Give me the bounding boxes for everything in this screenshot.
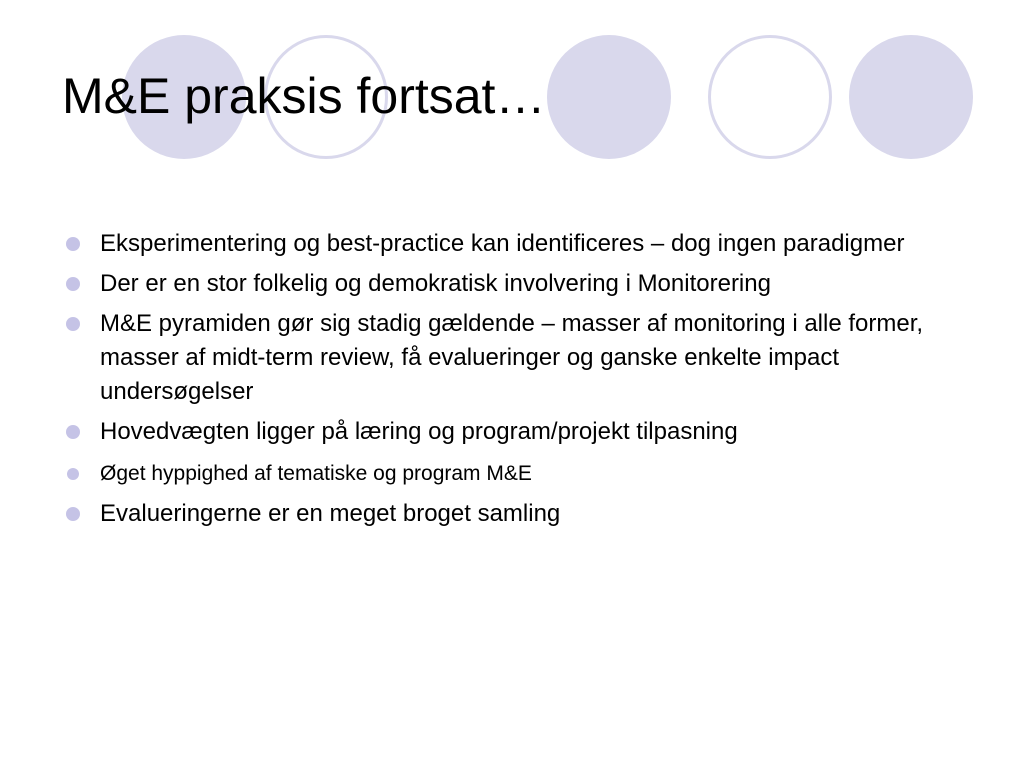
bullet-list xyxy=(64,227,954,537)
bullet-icon xyxy=(66,277,80,291)
decorative-filled-circle xyxy=(849,35,973,159)
bullet-text: Hovedvægten ligger på læring og program/projekt tilpasning xyxy=(100,418,738,445)
bullet-text: Eksperimentering og best-practice kan identificeres – dog ingen paradigmer xyxy=(100,230,905,257)
bullet-item xyxy=(64,227,954,261)
bullet-text: Der er en stor folkelig og demokratisk involvering i Monitorering xyxy=(100,270,771,297)
bullet-text: M&E pyramiden gør sig stadig gældende – masser af monitoring i alle former, masser af midt-term review, få evalueringer og ganske enkelte impact undersøgelser xyxy=(100,310,924,405)
bullet-item xyxy=(64,267,954,301)
bullet-item xyxy=(64,415,954,449)
decorative-ring-circle xyxy=(708,35,832,159)
slide-title: M&E praksis fortsat… xyxy=(62,68,546,124)
bullet-item xyxy=(64,457,954,491)
bullet-icon xyxy=(66,507,80,521)
bullet-text: Evalueringerne er en meget broget samling xyxy=(100,500,561,527)
bullet-icon xyxy=(66,317,80,331)
bullet-item xyxy=(64,307,954,409)
bullet-icon xyxy=(67,468,79,480)
decorative-filled-circle xyxy=(547,35,671,159)
bullet-item xyxy=(64,497,954,531)
bullet-icon xyxy=(66,425,80,439)
bullet-icon xyxy=(66,237,80,251)
bullet-text: Øget hyppighed af tematiske og program M&E xyxy=(100,462,532,485)
